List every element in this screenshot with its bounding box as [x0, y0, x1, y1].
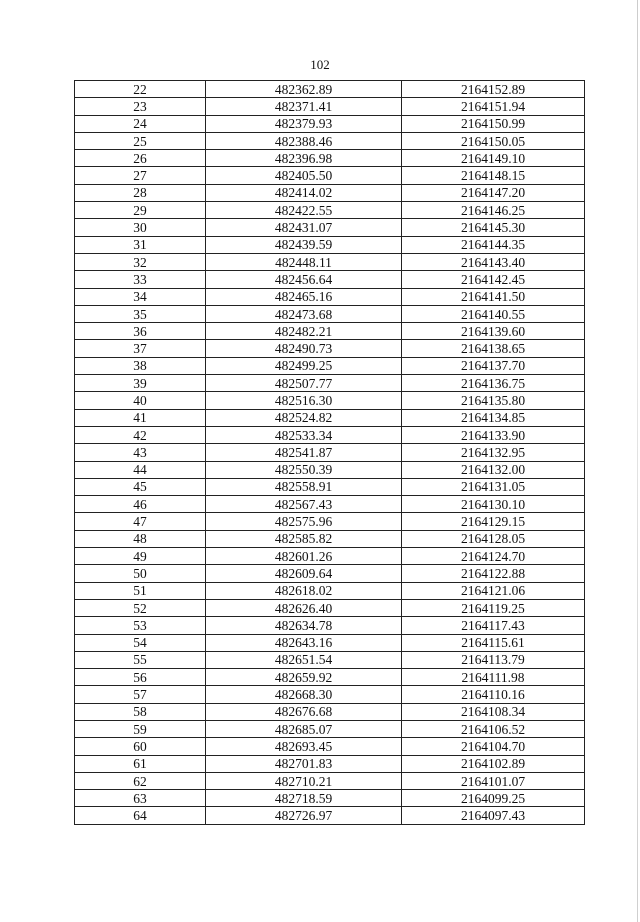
point-number-cell: 55	[75, 651, 206, 668]
y-coordinate-cell: 2164129.15	[402, 513, 585, 530]
x-coordinate-cell: 482482.21	[206, 323, 402, 340]
x-coordinate-cell: 482634.78	[206, 617, 402, 634]
x-coordinate-cell: 482388.46	[206, 132, 402, 149]
table-row	[75, 236, 585, 253]
table-row	[75, 548, 585, 565]
y-coordinate-cell: 2164147.20	[402, 184, 585, 201]
point-number-cell: 52	[75, 599, 206, 616]
table-row	[75, 340, 585, 357]
x-coordinate-cell: 482371.41	[206, 98, 402, 115]
y-coordinate-cell: 2164115.61	[402, 634, 585, 651]
point-number-cell: 24	[75, 115, 206, 132]
y-coordinate-cell: 2164152.89	[402, 81, 585, 98]
x-coordinate-cell: 482659.92	[206, 669, 402, 686]
table-row	[75, 651, 585, 668]
table-row	[75, 323, 585, 340]
table-row	[75, 271, 585, 288]
table-row	[75, 530, 585, 547]
x-coordinate-cell: 482439.59	[206, 236, 402, 253]
x-coordinate-cell: 482490.73	[206, 340, 402, 357]
x-coordinate-cell: 482626.40	[206, 599, 402, 616]
point-number-cell: 39	[75, 375, 206, 392]
table-row	[75, 444, 585, 461]
x-coordinate-cell: 482507.77	[206, 375, 402, 392]
point-number-cell: 37	[75, 340, 206, 357]
table-row	[75, 115, 585, 132]
point-number-cell: 23	[75, 98, 206, 115]
x-coordinate-cell: 482516.30	[206, 392, 402, 409]
table-row	[75, 669, 585, 686]
table-row	[75, 513, 585, 530]
point-number-cell: 31	[75, 236, 206, 253]
point-number-cell: 48	[75, 530, 206, 547]
table-row	[75, 288, 585, 305]
y-coordinate-cell: 2164148.15	[402, 167, 585, 184]
x-coordinate-cell: 482651.54	[206, 651, 402, 668]
table-row	[75, 132, 585, 149]
point-number-cell: 60	[75, 738, 206, 755]
point-number-cell: 45	[75, 478, 206, 495]
y-coordinate-cell: 2164144.35	[402, 236, 585, 253]
x-coordinate-cell: 482575.96	[206, 513, 402, 530]
point-number-cell: 25	[75, 132, 206, 149]
y-coordinate-cell: 2164113.79	[402, 651, 585, 668]
table-row	[75, 617, 585, 634]
point-number-cell: 49	[75, 548, 206, 565]
x-coordinate-cell: 482676.68	[206, 703, 402, 720]
point-number-cell: 27	[75, 167, 206, 184]
table-row	[75, 496, 585, 513]
table-row	[75, 98, 585, 115]
point-number-cell: 47	[75, 513, 206, 530]
point-number-cell: 54	[75, 634, 206, 651]
y-coordinate-cell: 2164101.07	[402, 772, 585, 789]
y-coordinate-cell: 2164142.45	[402, 271, 585, 288]
y-coordinate-cell: 2164124.70	[402, 548, 585, 565]
y-coordinate-cell: 2164143.40	[402, 253, 585, 270]
table-row	[75, 807, 585, 824]
table-row	[75, 686, 585, 703]
y-coordinate-cell: 2164099.25	[402, 790, 585, 807]
y-coordinate-cell: 2164106.52	[402, 720, 585, 737]
point-number-cell: 33	[75, 271, 206, 288]
table-row	[75, 357, 585, 374]
y-coordinate-cell: 2164132.95	[402, 444, 585, 461]
x-coordinate-cell: 482558.91	[206, 478, 402, 495]
y-coordinate-cell: 2164132.00	[402, 461, 585, 478]
table-row	[75, 755, 585, 772]
point-number-cell: 38	[75, 357, 206, 374]
y-coordinate-cell: 2164111.98	[402, 669, 585, 686]
x-coordinate-cell: 482422.55	[206, 202, 402, 219]
x-coordinate-cell: 482609.64	[206, 565, 402, 582]
x-coordinate-cell: 482601.26	[206, 548, 402, 565]
y-coordinate-cell: 2164146.25	[402, 202, 585, 219]
point-number-cell: 28	[75, 184, 206, 201]
point-number-cell: 59	[75, 720, 206, 737]
x-coordinate-cell: 482379.93	[206, 115, 402, 132]
point-number-cell: 40	[75, 392, 206, 409]
table-row	[75, 478, 585, 495]
point-number-cell: 51	[75, 582, 206, 599]
x-coordinate-cell: 482473.68	[206, 305, 402, 322]
y-coordinate-cell: 2164133.90	[402, 426, 585, 443]
table-row	[75, 461, 585, 478]
table-row	[75, 599, 585, 616]
point-number-cell: 43	[75, 444, 206, 461]
point-number-cell: 35	[75, 305, 206, 322]
x-coordinate-cell: 482643.16	[206, 634, 402, 651]
table-row	[75, 167, 585, 184]
point-number-cell: 46	[75, 496, 206, 513]
table-row	[75, 392, 585, 409]
table-row	[75, 738, 585, 755]
table-row	[75, 81, 585, 98]
x-coordinate-cell: 482533.34	[206, 426, 402, 443]
point-number-cell: 57	[75, 686, 206, 703]
point-number-cell: 53	[75, 617, 206, 634]
point-number-cell: 63	[75, 790, 206, 807]
table-row	[75, 219, 585, 236]
coordinates-table-body	[75, 81, 585, 825]
point-number-cell: 50	[75, 565, 206, 582]
point-number-cell: 64	[75, 807, 206, 824]
table-row	[75, 634, 585, 651]
x-coordinate-cell: 482701.83	[206, 755, 402, 772]
x-coordinate-cell: 482585.82	[206, 530, 402, 547]
point-number-cell: 44	[75, 461, 206, 478]
point-number-cell: 30	[75, 219, 206, 236]
x-coordinate-cell: 482618.02	[206, 582, 402, 599]
point-number-cell: 41	[75, 409, 206, 426]
x-coordinate-cell: 482499.25	[206, 357, 402, 374]
y-coordinate-cell: 2164150.05	[402, 132, 585, 149]
y-coordinate-cell: 2164119.25	[402, 599, 585, 616]
y-coordinate-cell: 2164135.80	[402, 392, 585, 409]
point-number-cell: 29	[75, 202, 206, 219]
x-coordinate-cell: 482693.45	[206, 738, 402, 755]
point-number-cell: 58	[75, 703, 206, 720]
x-coordinate-cell: 482668.30	[206, 686, 402, 703]
y-coordinate-cell: 2164134.85	[402, 409, 585, 426]
table-row	[75, 565, 585, 582]
y-coordinate-cell: 2164138.65	[402, 340, 585, 357]
x-coordinate-cell: 482685.07	[206, 720, 402, 737]
point-number-cell: 62	[75, 772, 206, 789]
y-coordinate-cell: 2164117.43	[402, 617, 585, 634]
point-number-cell: 56	[75, 669, 206, 686]
x-coordinate-cell: 482710.21	[206, 772, 402, 789]
x-coordinate-cell: 482396.98	[206, 150, 402, 167]
table-row	[75, 703, 585, 720]
x-coordinate-cell: 482718.59	[206, 790, 402, 807]
point-number-cell: 22	[75, 81, 206, 98]
y-coordinate-cell: 2164121.06	[402, 582, 585, 599]
y-coordinate-cell: 2164140.55	[402, 305, 585, 322]
x-coordinate-cell: 482448.11	[206, 253, 402, 270]
table-row	[75, 150, 585, 167]
x-coordinate-cell: 482405.50	[206, 167, 402, 184]
y-coordinate-cell: 2164097.43	[402, 807, 585, 824]
y-coordinate-cell: 2164104.70	[402, 738, 585, 755]
x-coordinate-cell: 482567.43	[206, 496, 402, 513]
y-coordinate-cell: 2164108.34	[402, 703, 585, 720]
y-coordinate-cell: 2164136.75	[402, 375, 585, 392]
coordinates-table	[74, 80, 585, 825]
table-row	[75, 375, 585, 392]
table-row	[75, 426, 585, 443]
scan-edge	[637, 0, 638, 922]
table-row	[75, 772, 585, 789]
x-coordinate-cell: 482726.97	[206, 807, 402, 824]
y-coordinate-cell: 2164139.60	[402, 323, 585, 340]
x-coordinate-cell: 482550.39	[206, 461, 402, 478]
y-coordinate-cell: 2164131.05	[402, 478, 585, 495]
table-row	[75, 202, 585, 219]
x-coordinate-cell: 482541.87	[206, 444, 402, 461]
x-coordinate-cell: 482414.02	[206, 184, 402, 201]
y-coordinate-cell: 2164102.89	[402, 755, 585, 772]
point-number-cell: 34	[75, 288, 206, 305]
y-coordinate-cell: 2164151.94	[402, 98, 585, 115]
y-coordinate-cell: 2164141.50	[402, 288, 585, 305]
x-coordinate-cell: 482362.89	[206, 81, 402, 98]
table-row	[75, 409, 585, 426]
point-number-cell: 32	[75, 253, 206, 270]
y-coordinate-cell: 2164122.88	[402, 565, 585, 582]
point-number-cell: 36	[75, 323, 206, 340]
point-number-cell: 61	[75, 755, 206, 772]
table-row	[75, 720, 585, 737]
x-coordinate-cell: 482456.64	[206, 271, 402, 288]
page-number: 102	[310, 57, 330, 72]
table-row	[75, 305, 585, 322]
x-coordinate-cell: 482465.16	[206, 288, 402, 305]
table-row	[75, 790, 585, 807]
x-coordinate-cell: 482524.82	[206, 409, 402, 426]
point-number-cell: 42	[75, 426, 206, 443]
table-row	[75, 184, 585, 201]
y-coordinate-cell: 2164145.30	[402, 219, 585, 236]
table-row	[75, 253, 585, 270]
y-coordinate-cell: 2164137.70	[402, 357, 585, 374]
x-coordinate-cell: 482431.07	[206, 219, 402, 236]
y-coordinate-cell: 2164150.99	[402, 115, 585, 132]
y-coordinate-cell: 2164149.10	[402, 150, 585, 167]
point-number-cell: 26	[75, 150, 206, 167]
table-row	[75, 582, 585, 599]
y-coordinate-cell: 2164130.10	[402, 496, 585, 513]
y-coordinate-cell: 2164110.16	[402, 686, 585, 703]
y-coordinate-cell: 2164128.05	[402, 530, 585, 547]
